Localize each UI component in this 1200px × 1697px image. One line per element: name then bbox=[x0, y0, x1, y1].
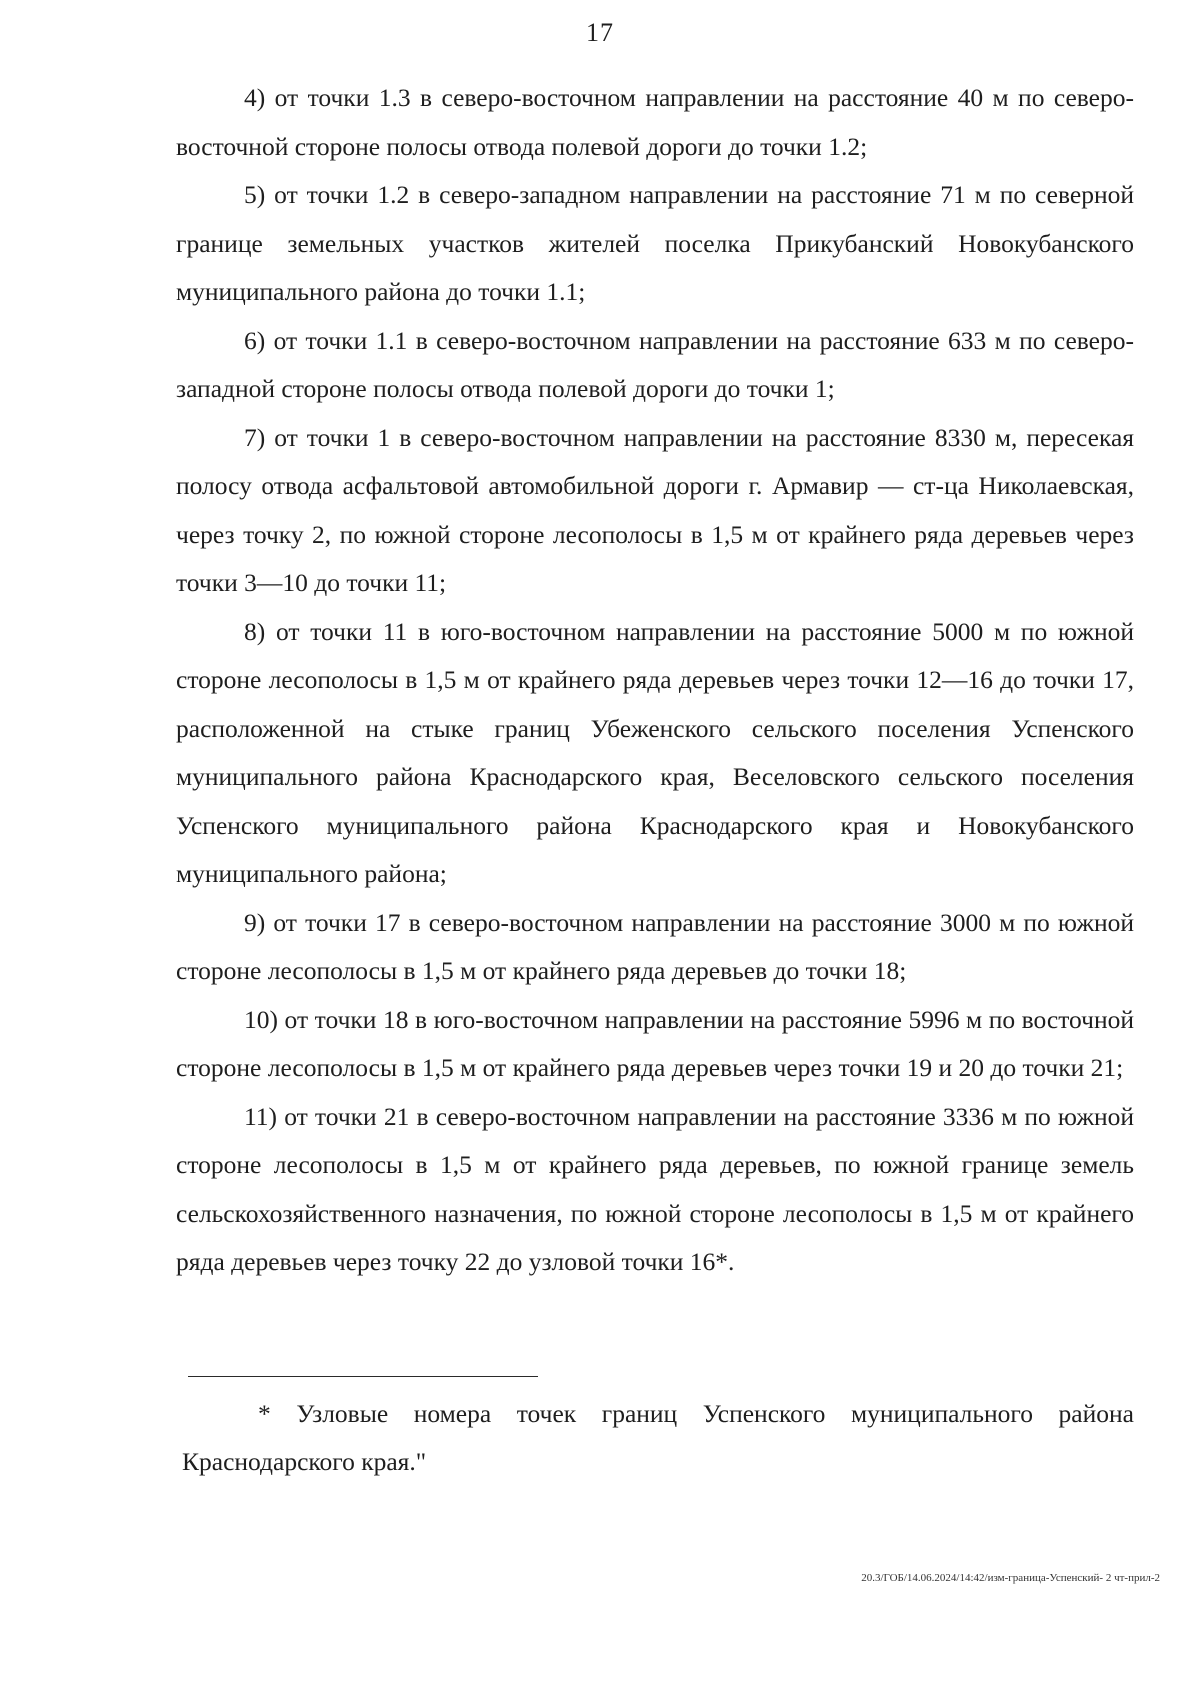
footnote-text: * Узловые номера точек границ Успенского муниципального района Краснодарского края." bbox=[182, 1399, 1134, 1476]
paragraph-item-4: 4) от точки 1.3 в северо-восточном направлении на расстояние 40 м по северо-восточной стороне полосы отвода полевой дороги до точки 1.2; bbox=[176, 83, 1134, 161]
paragraph-item-7: 7) от точки 1 в северо-восточном направлении на расстояние 8330 м, пересекая полосу отвода асфальтовой автомобильной дороги г. Армавир — ст-ца Николаевская, через точку 2, по южной стороне лесополосы в 1,5 м от крайнего ряда деревьев через точки 3—10 до точки 11; bbox=[176, 422, 1134, 597]
paragraph-item-5: 5) от точки 1.2 в северо-западном направлении на расстояние 71 м по северной границе земельных участков жителей поселка Прикубанский Новокубанского муниципального района до точки 1.1; bbox=[176, 180, 1134, 306]
paragraph-item-11: 11) от точки 21 в северо-восточном направлении на расстояние 3336 м по южной стороне лесополосы в 1,5 м от крайнего ряда деревьев, по южной границе земель сельскохозяйственного назначения, по южной стороне лесополосы в 1,5 м от крайнего ряда деревьев через точку 22 до узловой точки 16*. bbox=[176, 1101, 1134, 1276]
paragraph-item-10: 10) от точки 18 в юго-восточном направлении на расстояние 5996 м по восточной стороне лесополосы в 1,5 м от крайнего ряда деревьев через точки 19 и 20 до точки 21; bbox=[176, 1004, 1134, 1082]
footnote bbox=[182, 1390, 1134, 1486]
document-code: 20.3/ГОБ/14.06.2024/14:42/изм-граница-Успенский- 2 чт-прил-2 bbox=[861, 1572, 1160, 1584]
footnote-separator bbox=[188, 1376, 538, 1377]
paragraph-item-8: 8) от точки 11 в юго-восточном направлении на расстояние 5000 м по южной стороне лесополосы в 1,5 м от крайнего ряда деревьев через точки 12—16 до точки 17, расположенной на стыке границ Убеженского сельского поселения Успенского муниципального района Краснодарского края, Веселовского сельского поселения Успенского муниципального района Краснодарского края и Новокубанского муниципального района; bbox=[176, 616, 1134, 888]
body-text bbox=[176, 74, 1134, 1287]
page-number: 17 bbox=[586, 18, 614, 47]
paragraph-item-9: 9) от точки 17 в северо-восточном направлении на расстояние 3000 м по южной стороне лесополосы в 1,5 м от крайнего ряда деревьев до точки 18; bbox=[176, 907, 1134, 985]
paragraph-item-6: 6) от точки 1.1 в северо-восточном направлении на расстояние 633 м по северо-западной стороне полосы отвода полевой дороги до точки 1; bbox=[176, 325, 1134, 403]
